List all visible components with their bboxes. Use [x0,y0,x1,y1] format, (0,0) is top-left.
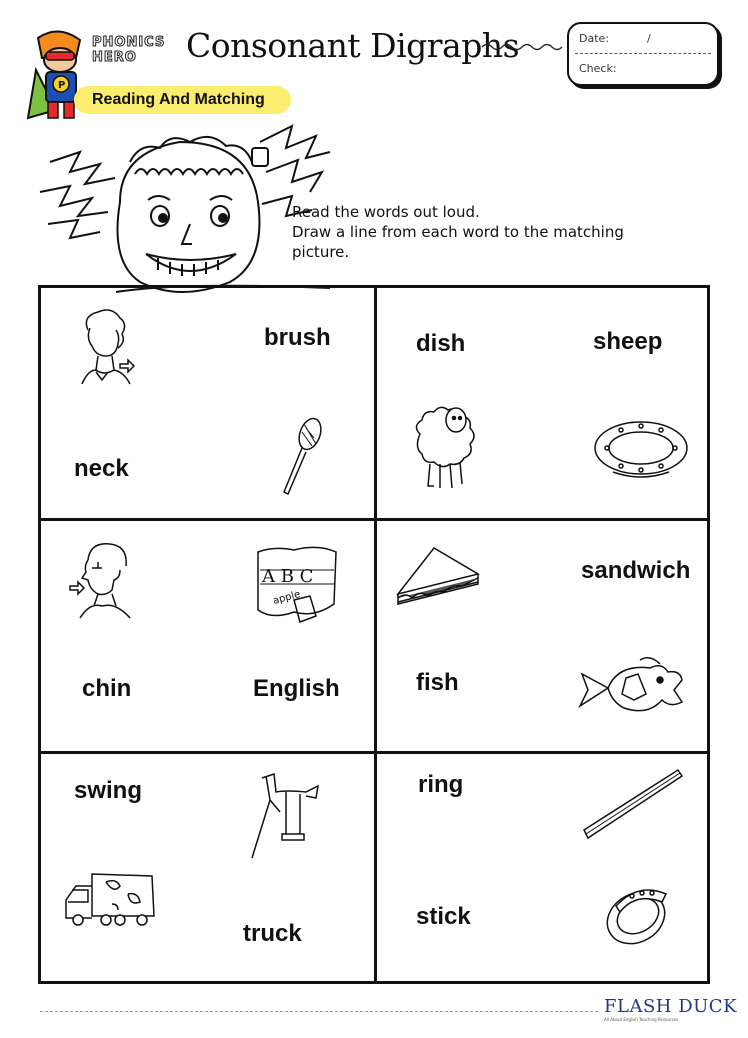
word-sheep: sheep [593,328,663,355]
english-picture-icon [254,544,340,624]
stick-picture-icon [582,768,686,840]
girl-face-icon [30,112,330,302]
instructions [292,202,672,262]
page-title: Consonant Digraphs [186,26,520,65]
english-picture-letters: A B C [262,566,314,587]
svg-text:P: P [58,80,66,91]
ring-picture-icon [602,878,674,950]
grid-horizontal-divider-2 [41,751,707,754]
instruction-line-3: picture. [292,243,350,261]
footer-tagline: All About English Teaching Resources [604,1017,679,1022]
swing-picture-icon [246,772,326,860]
chin-picture-icon [68,540,134,618]
grid-horizontal-divider-1 [41,518,707,521]
logo-text-phonics: PHONICS [92,35,166,50]
logo-text-hero: HERO [92,50,137,65]
word-swing: swing [74,777,143,804]
word-neck: neck [74,455,129,482]
date-divider [575,53,711,54]
fish-picture-icon [578,656,682,720]
word-stick: stick [416,903,471,930]
sandwich-picture-icon [394,546,480,612]
truck-picture-icon [62,870,158,930]
word-brush: brush [264,324,331,351]
word-english: English [253,675,340,702]
date-check-box [567,22,719,86]
brush-picture-icon [276,416,324,496]
check-label: Check: [579,62,617,75]
word-chin: chin [82,675,132,702]
word-fish: fish [416,669,459,696]
subtitle-banner: Reading And Matching [74,86,291,114]
sheep-picture-icon [410,404,476,492]
english-picture-word: apple [271,589,302,607]
instruction-line-1: Read the words out loud. [292,203,480,221]
grid-vertical-divider [374,288,377,981]
dish-picture-icon [593,418,689,482]
instruction-line-2: Draw a line from each word to the matching [292,223,624,241]
word-sandwich: sandwich [581,557,691,584]
header [0,0,748,120]
word-truck: truck [243,920,302,947]
date-label: Date: [579,32,609,45]
word-ring: ring [418,771,464,798]
title-squiggle [482,40,566,54]
footer-brand: FLASH DUCK [604,996,738,1017]
footer-divider [40,1011,598,1012]
neck-picture-icon [74,310,134,386]
word-dish: dish [416,330,466,357]
date-separator: / [647,32,651,45]
